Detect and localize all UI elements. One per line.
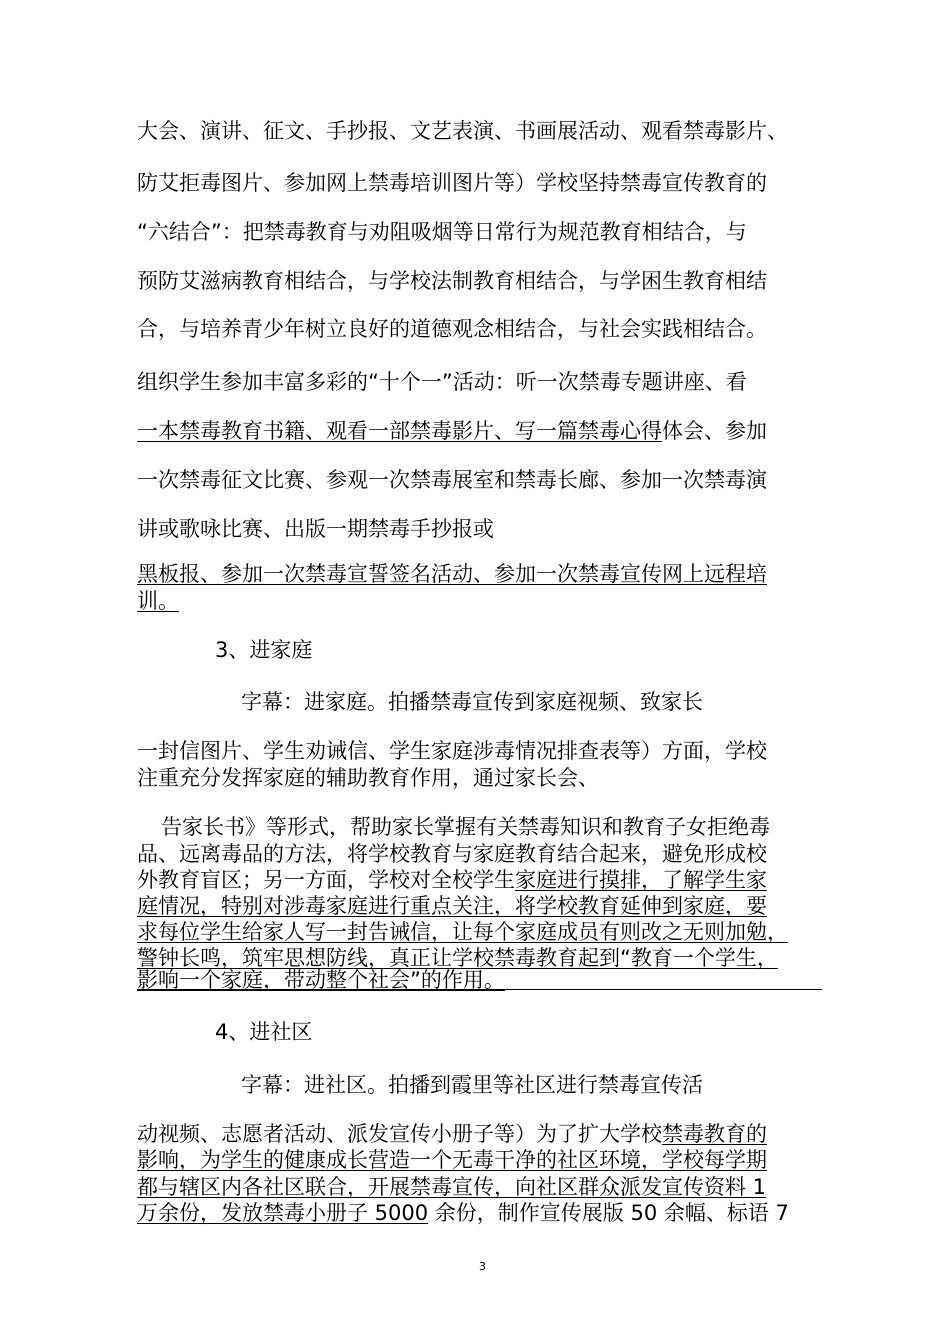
body-text-line: 警钟长鸣，筑牢思想防线，真正让学校禁毒教育起到“教育一个学生， bbox=[137, 946, 778, 970]
body-text-line: 预防艾滋病教育相结合，与学校法制教育相结合，与学困生教育相结 bbox=[137, 269, 767, 293]
underlined-text: 禁毒教育的 bbox=[662, 1122, 767, 1146]
body-text-line: 求每位学生给家人写一封告诫信，让每个家庭成员有则改之无则加勉， bbox=[137, 920, 788, 944]
plain-text: 动视频、志愿者活动、派发宣传小册子等）为了扩大学校 bbox=[137, 1122, 662, 1146]
section-heading: 4、进社区 bbox=[215, 1020, 313, 1044]
body-text-line bbox=[137, 1200, 789, 1226]
underlined-text: 万余份，发放禁毒小册子 5000 bbox=[137, 1201, 429, 1225]
section-heading: 3、进家庭 bbox=[215, 638, 313, 662]
body-text-line: 影响，为学生的健康成长营造一个无毒干净的社区环境，学校每学期 bbox=[137, 1148, 767, 1172]
body-text-line bbox=[137, 1121, 767, 1147]
body-text-line: 组织学生参加丰富多彩的“十个一”活动：听一次禁毒专题讲座、看 bbox=[137, 370, 747, 394]
body-text-line: 防艾拒毒图片、参加网上禁毒培训图片等）学校坚持禁毒宣传教育的 bbox=[137, 171, 767, 195]
body-text-line: 告家长书》等形式，帮助家长掌握有关禁毒知识和教育子女拒绝毒 bbox=[161, 815, 770, 839]
page-number: 3 bbox=[479, 1260, 486, 1273]
body-text-line: 一次禁毒征文比赛、参观一次禁毒展室和禁毒长廊、参加一次禁毒演 bbox=[137, 468, 767, 492]
plain-text: 余份，制作宣传展版 50 余幅、标语 7 bbox=[428, 1201, 789, 1225]
plain-text: 体会、参加 bbox=[662, 419, 767, 443]
caption-line: 字幕：进家庭。拍播禁毒宣传到家庭视频、致家长 bbox=[241, 690, 703, 714]
body-text-line: 黑板报、参加一次禁毒宣誓签名活动、参加一次禁毒宣传网上远程培 bbox=[137, 562, 767, 586]
body-text-line: 都与辖区内各社区联合，开展禁毒宣传，向社区群众派发宣传资料 1 bbox=[137, 1175, 767, 1199]
body-text-line: 注重充分发挥家庭的辅助教育作用，通过家长会、 bbox=[137, 766, 599, 790]
body-text-line: 讲或歌咏比赛、出版一期禁毒手抄报或 bbox=[137, 517, 494, 541]
body-text-line: 训。 bbox=[137, 589, 179, 613]
caption-line: 字幕：进社区。拍播到霞里等社区进行禁毒宣传活 bbox=[241, 1073, 703, 1097]
underlined-text: 一本禁毒教育书籍、观看一部禁毒影片、写一篇禁毒心得 bbox=[137, 419, 662, 443]
plain-text: 外教育盲区；另一方面，学校对全校学生 bbox=[137, 868, 515, 892]
underline-rule bbox=[137, 989, 822, 990]
body-text-line: “六结合”：把禁毒教育与劝阻吸烟等日常行为规范教育相结合，与 bbox=[137, 220, 747, 244]
body-text-line: 影响一个家庭，带动整个社会”的作用。 bbox=[137, 968, 505, 992]
body-text-line: 一封信图片、学生劝诫信、学生家庭涉毒情况排查表等）方面，学校 bbox=[137, 739, 767, 763]
body-text-line: 庭情况，特别对涉毒家庭进行重点关注，将学校教育延伸到家庭，要 bbox=[137, 894, 767, 918]
body-text-line bbox=[137, 418, 767, 444]
body-text-line: 大会、演讲、征文、手抄报、文艺表演、书画展活动、观看禁毒影片、 bbox=[137, 119, 788, 143]
body-text-line: 合，与培养青少年树立良好的道德观念相结合，与社会实践相结合。 bbox=[137, 317, 767, 341]
body-text-line: 品、远离毒品的方法，将学校教育与家庭教育结合起来，避免形成校 bbox=[137, 842, 767, 866]
underlined-text: 家庭进行摸排，了解学生家 bbox=[515, 868, 767, 892]
body-text-line bbox=[137, 867, 767, 893]
